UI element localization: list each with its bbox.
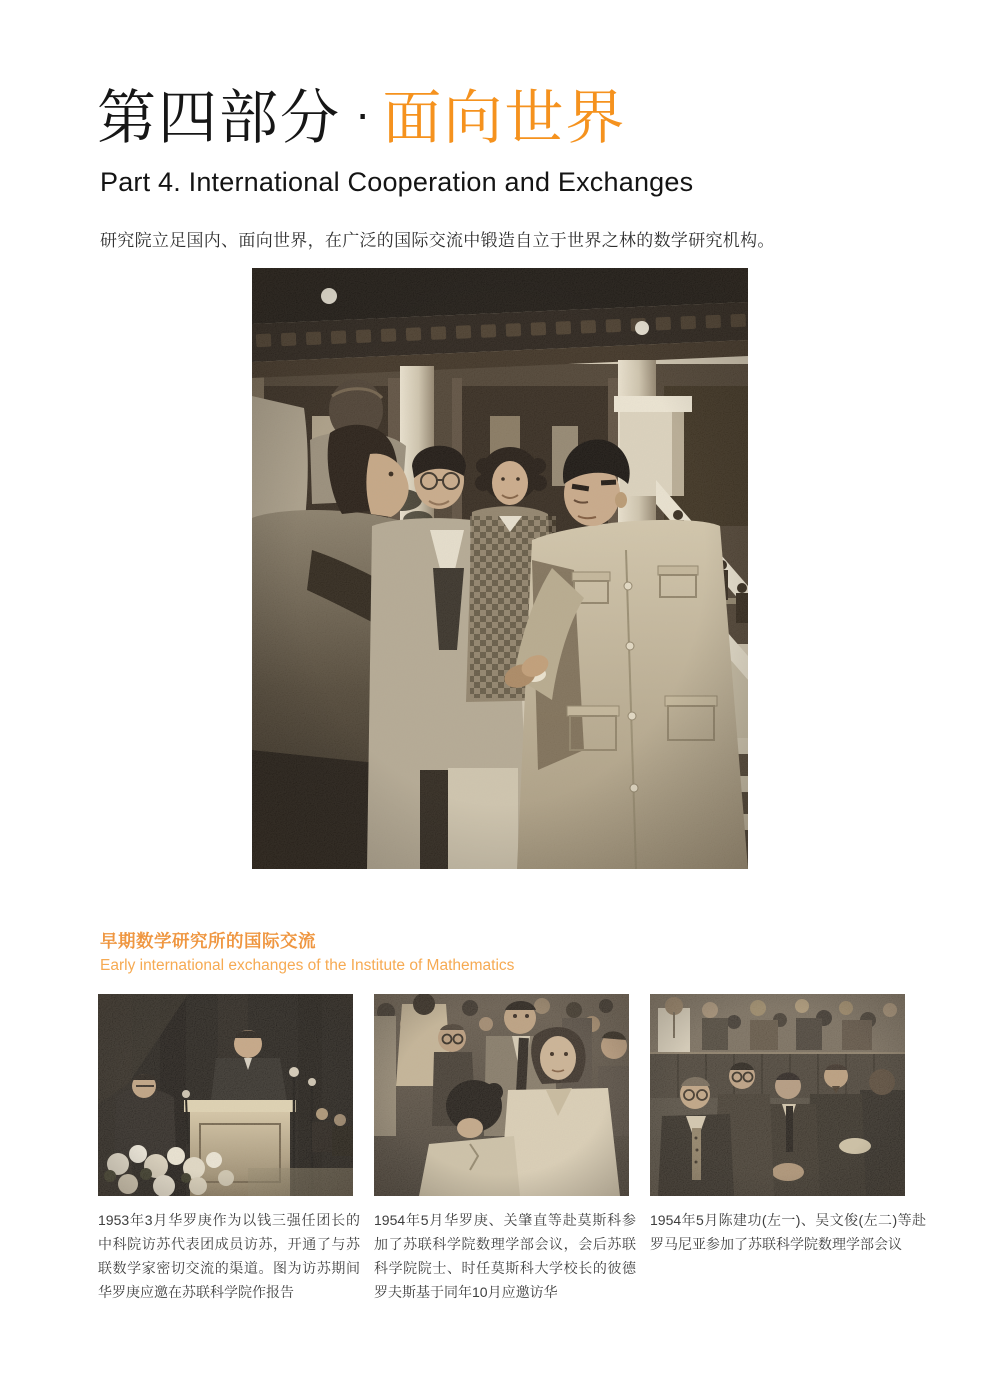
section-heading-zh: 早期数学研究所的国际交流: [100, 931, 316, 951]
gallery-photo-hua-luogeng-lecture: [98, 994, 360, 1304]
gallery-caption-3: 1954年5月陈建功(左一)、吴文俊(左二)等赴罗马尼亚参加了苏联科学院数理学部会议: [650, 1212, 926, 1252]
gallery-caption-2: 1954年5月华罗庚、关肇直等赴莫斯科参加了苏联科学院数理学部会议，会后苏联科学院院士、时任莫斯科大学校长的彼德罗夫斯基于同年10月应邀访华: [374, 1212, 636, 1300]
gallery-photo-romania-conference: [650, 994, 926, 1256]
page-title-part: 第四部分: [97, 85, 342, 151]
gallery-photo-1-artwork: [98, 994, 353, 1196]
intro-paragraph: 研究院立足国内、面向世界，在广泛的国际交流中锻造自立于世界之林的数学研究机构。: [100, 231, 775, 250]
page-title-theme: 面向世界: [382, 85, 627, 151]
main-photo-artwork: [252, 268, 748, 869]
gallery-photo-moscow-meeting: [374, 994, 636, 1304]
section-heading: [100, 928, 514, 975]
title-separator-dot: ·: [355, 87, 373, 139]
gallery-caption-1: 1953年3月华罗庚作为以钱三强任团长的中科院访苏代表团成员访苏，开通了与苏联数学家密切交流的渠道。图为访苏期间华罗庚应邀在苏联科学院作报告: [98, 1212, 360, 1300]
gallery-photo-3-artwork: [650, 994, 905, 1196]
page-title: [97, 86, 626, 151]
main-photo-zhou-enlai-handshake: [252, 268, 748, 869]
gallery-photo-2-artwork: [374, 994, 629, 1196]
page-subtitle-en: Part 4. International Cooperation and Exchanges: [100, 167, 694, 197]
section-heading-en: Early international exchanges of the Institute of Mathematics: [100, 957, 515, 974]
